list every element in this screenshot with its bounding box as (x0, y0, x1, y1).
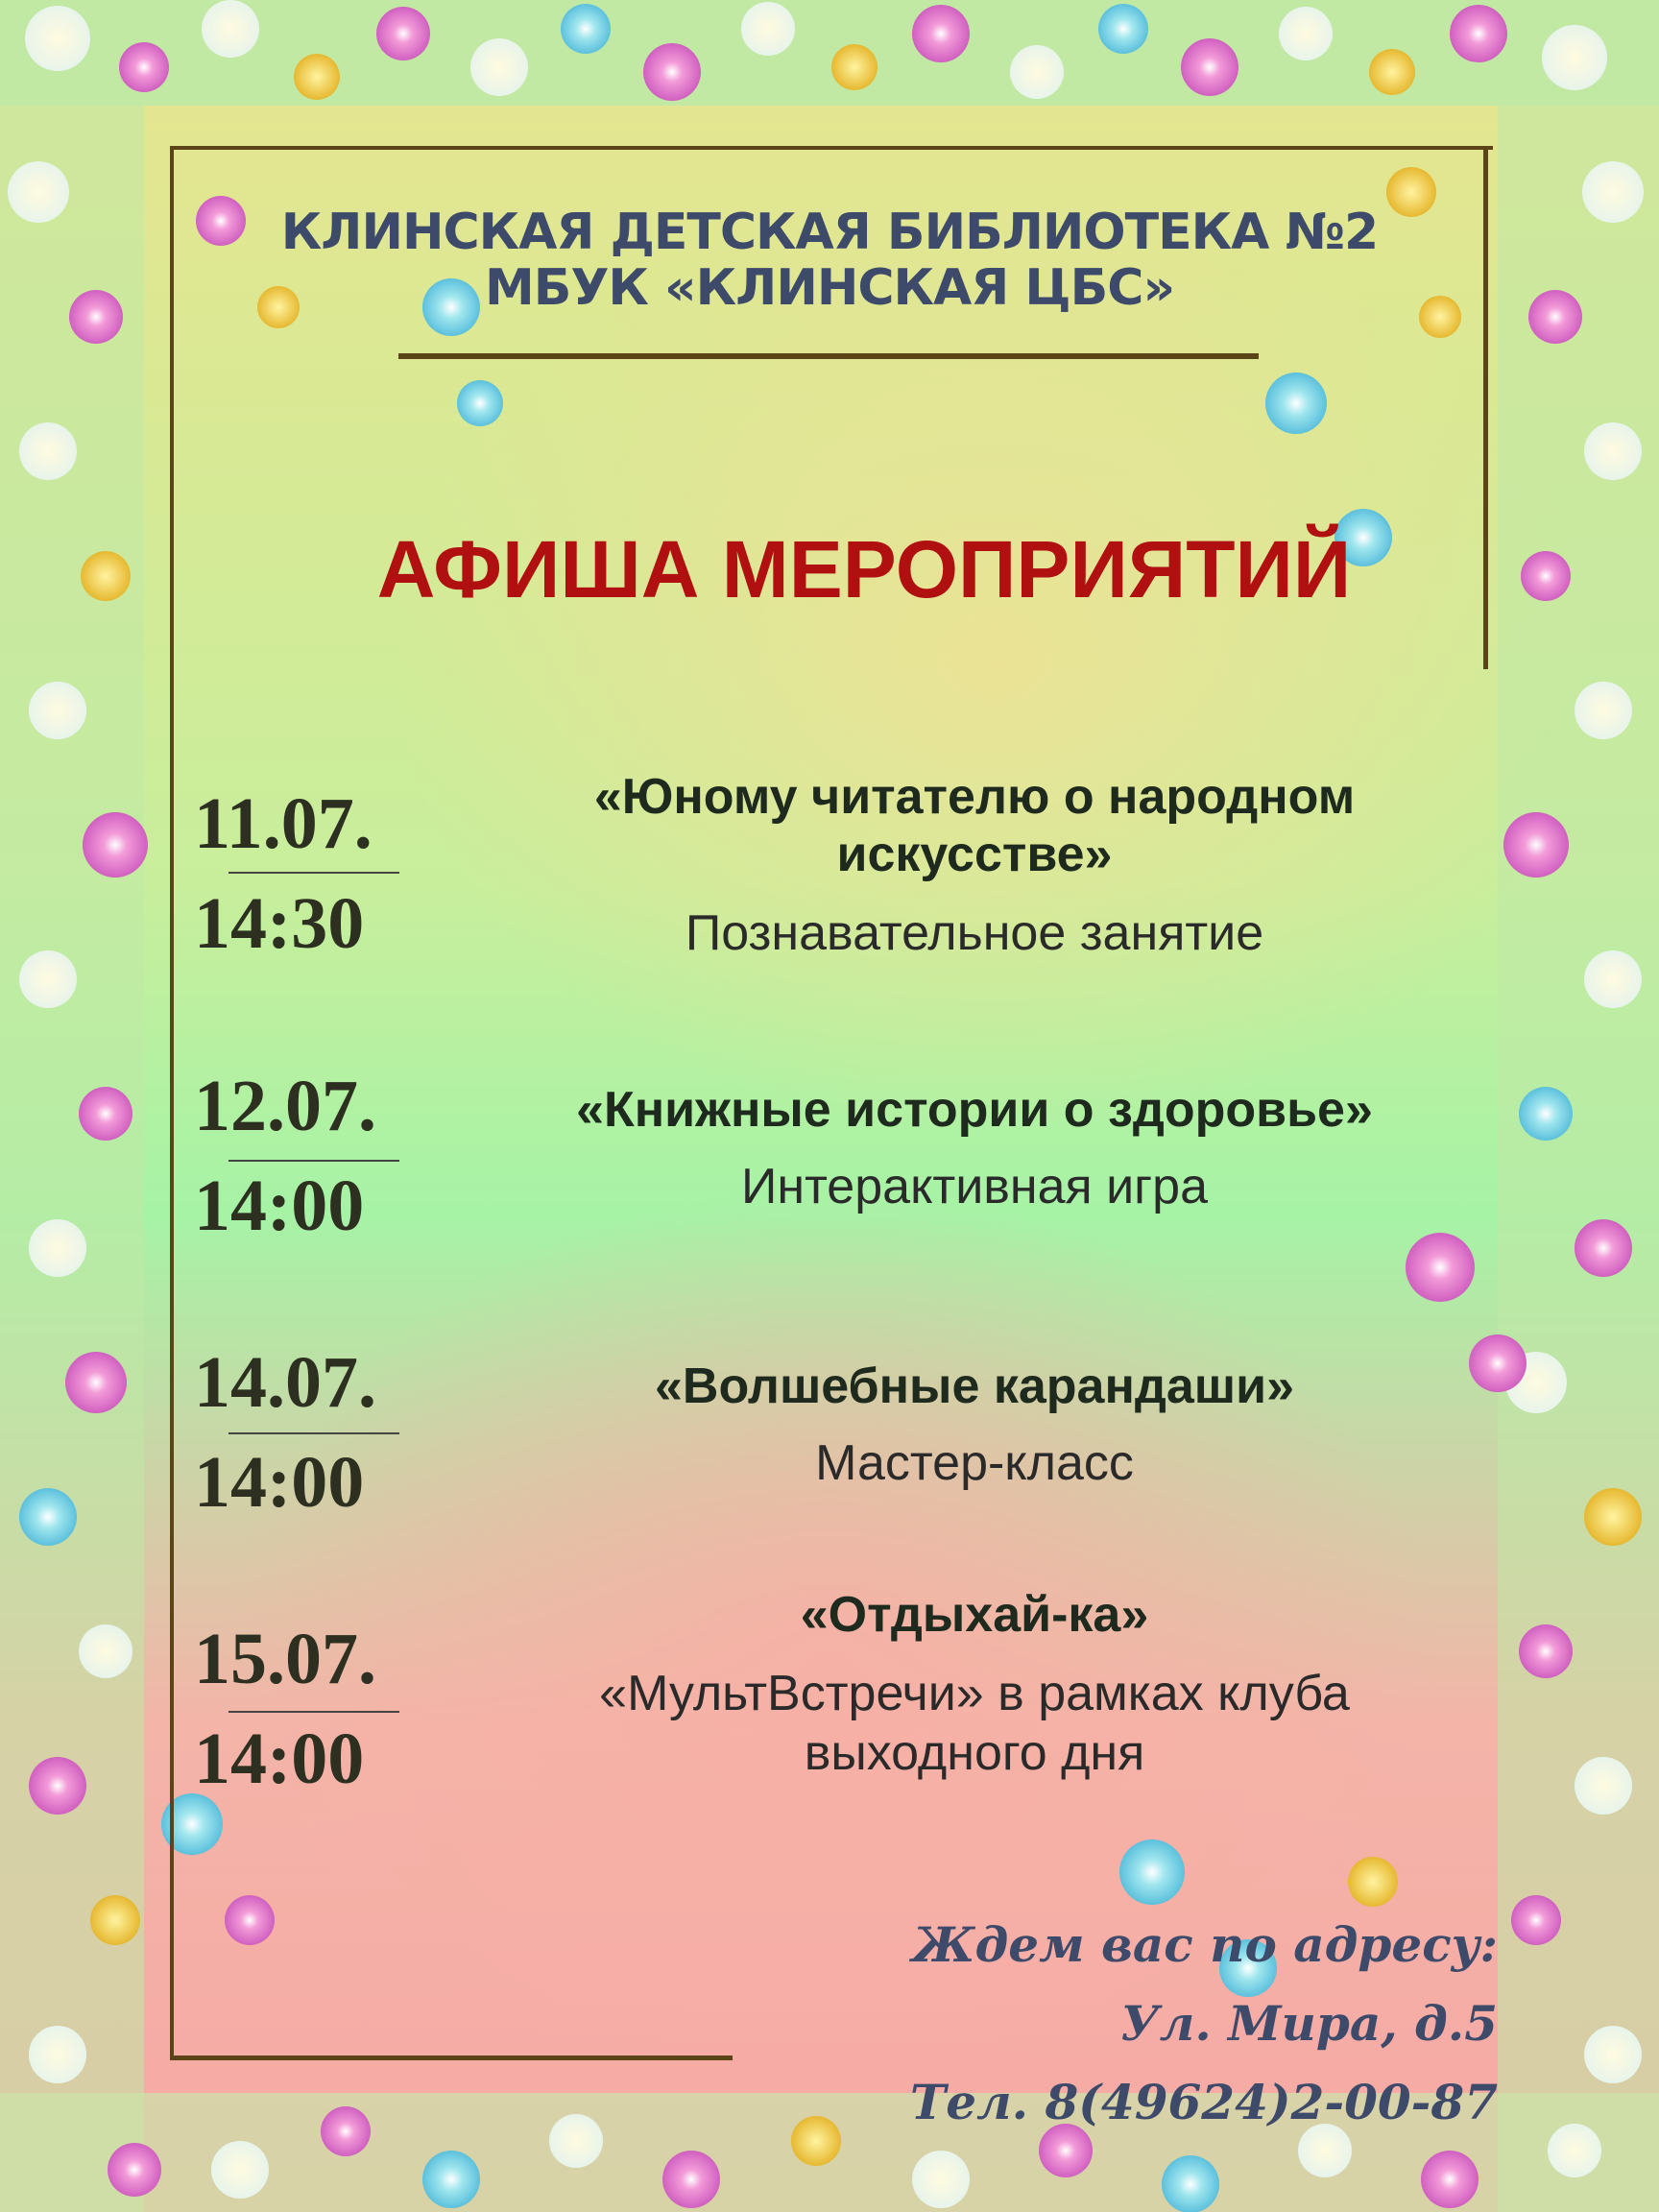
event-time: 14:00 (194, 1442, 365, 1523)
event-title: «Волшебные карандаши» (654, 1358, 1295, 1414)
date-divider (228, 1711, 399, 1713)
event-type: Мастер-класс (815, 1435, 1134, 1491)
address-street: Ул. Мира, д.5 (1120, 1995, 1498, 2052)
organization-name: МБУК «КЛИНСКАЯ ЦБС» (484, 259, 1175, 317)
event-title: «Юному читателю о народном (593, 769, 1356, 825)
event-date: 14.07. (194, 1342, 376, 1423)
event-type: Интерактивная игра (740, 1159, 1208, 1214)
frame-left-line (170, 146, 174, 2059)
page-title: АФИША МЕРОПРИЯТИЙ (376, 524, 1352, 614)
frame-top-line (170, 146, 1493, 150)
date-divider (228, 1432, 399, 1434)
event-title: «Книжные истории о здоровье» (576, 1082, 1373, 1138)
event-date: 11.07. (194, 783, 373, 864)
event-type-continued: выходного дня (804, 1725, 1145, 1781)
event-title-continued: искусстве» (836, 827, 1113, 882)
event-time: 14:30 (194, 883, 365, 964)
frame-right-line (1483, 146, 1488, 669)
header-divider (398, 353, 1259, 359)
event-type: Познавательное занятие (685, 905, 1264, 961)
address-phone: Тел. 8(49624)2-00-87 (910, 2074, 1498, 2130)
event-time: 14:00 (194, 1719, 365, 1799)
frame-bottom-line (170, 2056, 733, 2060)
event-date: 15.07. (194, 1619, 376, 1699)
address-invite: Ждем вас по адресу: (911, 1916, 1498, 1973)
date-divider (228, 872, 399, 874)
event-date: 12.07. (194, 1066, 376, 1146)
date-divider (228, 1160, 399, 1162)
event-type: «МультВстречи» в рамках клуба (599, 1666, 1350, 1721)
event-time: 14:00 (194, 1166, 365, 1246)
library-name: КЛИНСКАЯ ДЕТСКАЯ БИБЛИОТЕКА №2 (280, 204, 1379, 261)
event-title: «Отдыхай-ка» (800, 1587, 1149, 1643)
